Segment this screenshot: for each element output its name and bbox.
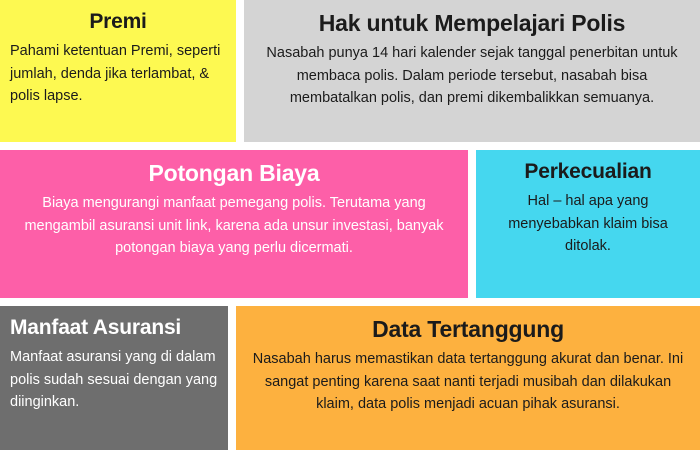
card-manfaat-asuransi — [0, 306, 228, 450]
card-hak-untuk-mempelajari-polis-body: Nasabah punya 14 hari kalender sejak tanggal penerbitan untuk membaca polis. Dalam periode tersebut, nasabah bisa membatalkan polis, dan premi dikembalikkan semuanya. — [266, 45, 678, 107]
card-perkecualian — [476, 150, 700, 298]
card-potongan-biaya-title: Potongan Biaya — [148, 160, 320, 186]
card-hak-untuk-mempelajari-polis — [244, 0, 700, 142]
card-perkecualian-title: Perkecualian — [524, 160, 652, 183]
infographic-row-2 — [0, 150, 700, 298]
card-potongan-biaya — [0, 150, 468, 298]
card-data-tertanggung-body: Nasabah harus memastikan data tertanggung akurat dan benar. Ini sangat penting karena saat nanti terjadi musibah dan dilakukan klaim, data polis menjadi acuan pihak asuransi. — [252, 351, 684, 413]
card-hak-untuk-mempelajari-polis-title: Hak untuk Mempelajari Polis — [318, 10, 626, 36]
card-data-tertanggung-title: Data Tertanggung — [372, 316, 564, 342]
infographic-row-1 — [0, 0, 700, 142]
card-premi-title: Premi — [89, 10, 147, 33]
card-manfaat-asuransi-body: Manfaat asuransi yang di dalam polis sudah sesuai dengan yang diinginkan. — [10, 349, 218, 411]
infographic-row-3 — [0, 306, 700, 450]
card-manfaat-asuransi-title: Manfaat Asuransi — [10, 316, 182, 339]
card-potongan-biaya-body: Biaya mengurangi manfaat pemegang polis. Terutama yang mengambil asuransi unit link, karena ada unsur investasi, banyak potongan biaya yang perlu dicermati. — [24, 195, 444, 257]
card-perkecualian-body: Hal – hal apa yang menyebabkan klaim bisa ditolak. — [508, 193, 668, 255]
card-data-tertanggung — [236, 306, 700, 450]
card-premi — [0, 0, 236, 142]
card-premi-body: Pahami ketentuan Premi, seperti jumlah, denda jika terlambat, & polis lapse. — [10, 43, 221, 105]
